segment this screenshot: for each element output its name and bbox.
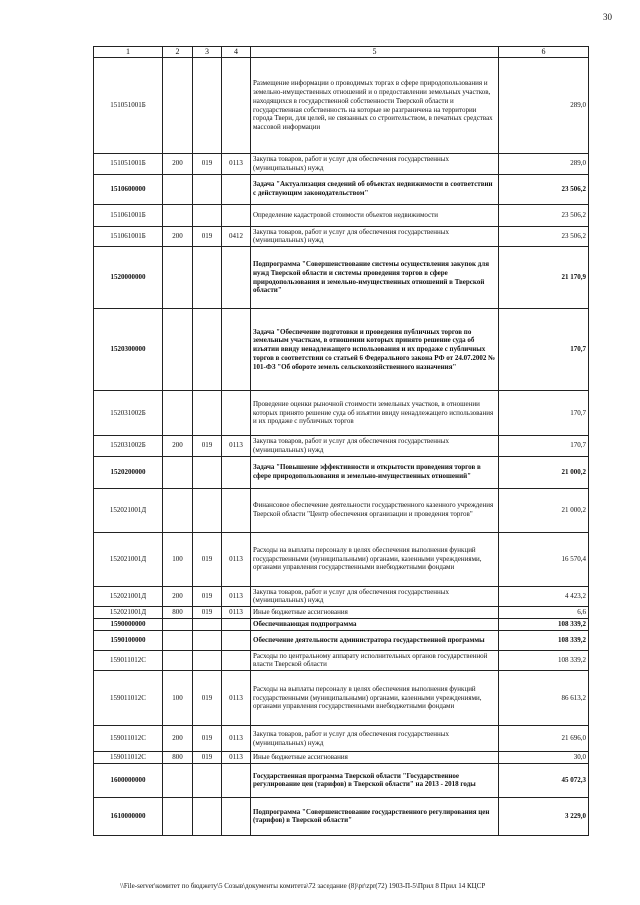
table-row (94, 586, 589, 607)
cell-code: 152021001Д (94, 607, 163, 619)
cell-section (193, 247, 222, 309)
cell-amount: 108 339,2 (499, 630, 589, 650)
table-row (94, 650, 589, 671)
cell-name: Закупка товаров, работ и услуг для обеспечения государственных (муниципальных) нужд (251, 226, 499, 247)
table-row (94, 671, 589, 726)
cell-name: Размещение информации о проводимых торгах в сфере природопользования и земельно-имущественных отношений и о предоставлении земельных участков, находящихся в государственной собственности Тверской области и государственная собственность на которые не разграничена на территории города Твери, для целей, не связанных со строительством, в печатных средствах массовой информации (251, 58, 499, 154)
cell-name: Закупка товаров, работ и услуг для обеспечения государственных (муниципальных) нужд (251, 436, 499, 457)
cell-expense-type: 200 (163, 726, 193, 752)
cell-expense-type (163, 763, 193, 797)
cell-section: 019 (193, 226, 222, 247)
cell-subsection (222, 630, 251, 650)
cell-section: 019 (193, 532, 222, 586)
cell-section (193, 456, 222, 488)
cell-amount: 16 570,4 (499, 532, 589, 586)
cell-amount: 108 339,2 (499, 650, 589, 671)
file-path-footer: \\File-server\комитет по бюджету\5 Созыв\документы комитета\72 заседание (8)\pr\zpr(72) 1903-П-5\Прил 8 Прил 14 КЦСР (120, 882, 486, 890)
cell-code: 1590100000 (94, 630, 163, 650)
cell-name: Задача "Повышение эффективности и открытости проведения торгов в сфере природопользования и земельно-имущественных отношений" (251, 456, 499, 488)
cell-amount: 23 506,2 (499, 226, 589, 247)
table-row (94, 58, 589, 154)
cell-section: 019 (193, 607, 222, 619)
cell-subsection: 0412 (222, 226, 251, 247)
cell-expense-type: 200 (163, 226, 193, 247)
cell-expense-type (163, 174, 193, 204)
cell-expense-type (163, 797, 193, 835)
table-row (94, 204, 589, 226)
cell-code: 151051001Б (94, 154, 163, 175)
cell-code: 159011012С (94, 671, 163, 726)
header-cell: 5 (251, 47, 499, 58)
cell-expense-type: 200 (163, 436, 193, 457)
cell-section (193, 58, 222, 154)
cell-section: 019 (193, 586, 222, 607)
table-row (94, 532, 589, 586)
table-header-row (94, 47, 589, 58)
cell-section (193, 488, 222, 532)
table-row (94, 752, 589, 764)
cell-subsection: 0113 (222, 586, 251, 607)
cell-name: Подпрограмма "Совершенствование государственного регулирования цен (тарифов) в Тверской области" (251, 797, 499, 835)
cell-subsection (222, 797, 251, 835)
cell-name: Иные бюджетные ассигнования (251, 607, 499, 619)
cell-section (193, 309, 222, 391)
cell-expense-type (163, 630, 193, 650)
table-row (94, 488, 589, 532)
cell-subsection (222, 204, 251, 226)
cell-section (193, 618, 222, 630)
cell-section (193, 630, 222, 650)
cell-subsection: 0113 (222, 726, 251, 752)
cell-subsection (222, 58, 251, 154)
table-row (94, 247, 589, 309)
cell-subsection (222, 247, 251, 309)
cell-section: 019 (193, 726, 222, 752)
cell-subsection (222, 309, 251, 391)
cell-subsection (222, 763, 251, 797)
cell-code: 151061001Б (94, 204, 163, 226)
cell-expense-type: 200 (163, 154, 193, 175)
cell-subsection: 0113 (222, 436, 251, 457)
cell-section (193, 763, 222, 797)
table-row (94, 436, 589, 457)
cell-amount: 108 339,2 (499, 618, 589, 630)
table-row (94, 726, 589, 752)
budget-table (93, 46, 589, 836)
cell-name: Расходы на выплаты персоналу в целях обеспечения выполнения функций государственными (муниципальными) органами, казенными учреждениями, органами управления государственными внебюджетными фондами (251, 532, 499, 586)
cell-expense-type (163, 309, 193, 391)
cell-expense-type (163, 650, 193, 671)
cell-expense-type: 800 (163, 607, 193, 619)
cell-amount: 23 506,2 (499, 204, 589, 226)
cell-code: 1520000000 (94, 247, 163, 309)
table-row (94, 607, 589, 619)
cell-code: 151051001Б (94, 58, 163, 154)
cell-section: 019 (193, 436, 222, 457)
table-row (94, 456, 589, 488)
cell-name: Иные бюджетные ассигнования (251, 752, 499, 764)
cell-section (193, 204, 222, 226)
cell-section: 019 (193, 154, 222, 175)
table-row (94, 391, 589, 436)
cell-name: Подпрограмма "Совершенствование системы осуществления закупок для нужд Тверской области и системы проведения торгов в сфере природопользования и земельно-имущественных отношений в Тверской области" (251, 247, 499, 309)
cell-subsection (222, 174, 251, 204)
cell-code: 1520300000 (94, 309, 163, 391)
table-row (94, 309, 589, 391)
cell-subsection: 0113 (222, 154, 251, 175)
cell-expense-type (163, 488, 193, 532)
cell-amount: 289,0 (499, 58, 589, 154)
cell-name: Расходы на выплаты персоналу в целях обеспечения выполнения функций государственными (муниципальными) органами, казенными учреждениями, органами управления государственными внебюджетными фондами (251, 671, 499, 726)
table-row (94, 618, 589, 630)
cell-amount: 45 072,3 (499, 763, 589, 797)
cell-code: 1520200000 (94, 456, 163, 488)
cell-code: 152031002Б (94, 391, 163, 436)
cell-name: Расходы по центральному аппарату исполнительных органов государственной власти Тверской области (251, 650, 499, 671)
header-cell: 1 (94, 47, 163, 58)
cell-subsection: 0113 (222, 532, 251, 586)
cell-code: 1590000000 (94, 618, 163, 630)
table-row (94, 763, 589, 797)
cell-subsection: 0113 (222, 671, 251, 726)
cell-section (193, 650, 222, 671)
cell-subsection: 0113 (222, 752, 251, 764)
cell-code: 1600000000 (94, 763, 163, 797)
cell-subsection (222, 456, 251, 488)
cell-expense-type: 100 (163, 671, 193, 726)
cell-amount: 21 000,2 (499, 488, 589, 532)
cell-name: Обеспечение деятельности администратора государственной программы (251, 630, 499, 650)
cell-name: Определение кадастровой стоимости объектов недвижимости (251, 204, 499, 226)
header-cell: 2 (163, 47, 193, 58)
cell-amount: 3 229,0 (499, 797, 589, 835)
cell-name: Закупка товаров, работ и услуг для обеспечения государственных (муниципальных) нужд (251, 586, 499, 607)
cell-subsection (222, 618, 251, 630)
cell-amount: 289,0 (499, 154, 589, 175)
cell-section (193, 174, 222, 204)
cell-expense-type (163, 58, 193, 154)
cell-code: 1610000000 (94, 797, 163, 835)
page-number: 30 (603, 12, 612, 22)
cell-code: 159011012С (94, 650, 163, 671)
cell-name: Обеспечивающая подпрограмма (251, 618, 499, 630)
cell-subsection (222, 391, 251, 436)
cell-amount: 6,6 (499, 607, 589, 619)
cell-code: 152021001Д (94, 586, 163, 607)
header-cell: 3 (193, 47, 222, 58)
cell-subsection: 0113 (222, 607, 251, 619)
cell-amount: 170,7 (499, 436, 589, 457)
cell-amount: 21 000,2 (499, 456, 589, 488)
cell-section (193, 391, 222, 436)
header-cell: 6 (499, 47, 589, 58)
cell-code: 152021001Д (94, 532, 163, 586)
table-row (94, 226, 589, 247)
cell-code: 152031002Б (94, 436, 163, 457)
cell-amount: 4 423,2 (499, 586, 589, 607)
cell-name: Задача "Актуализация сведений об объектах недвижимости в соответствии с действующим законодательством" (251, 174, 499, 204)
cell-amount: 21 696,0 (499, 726, 589, 752)
table-row (94, 174, 589, 204)
cell-expense-type: 800 (163, 752, 193, 764)
cell-code: 151061001Б (94, 226, 163, 247)
cell-amount: 23 506,2 (499, 174, 589, 204)
cell-name: Закупка товаров, работ и услуг для обеспечения государственных (муниципальных) нужд (251, 154, 499, 175)
table-row (94, 630, 589, 650)
cell-expense-type (163, 391, 193, 436)
cell-expense-type (163, 456, 193, 488)
cell-name: Закупка товаров, работ и услуг для обеспечения государственных (муниципальных) нужд (251, 726, 499, 752)
cell-name: Государственная программа Тверской области "Государственное регулирование цен (тарифов) в Тверской области" на 2013 - 2018 годы (251, 763, 499, 797)
cell-expense-type: 200 (163, 586, 193, 607)
cell-expense-type (163, 247, 193, 309)
cell-section: 019 (193, 671, 222, 726)
cell-name: Проведение оценки рыночной стоимости земельных участков, в отношении которых принято решение суда об изъятии ввиду ненадлежащего использования и их продаже с публичных торгов (251, 391, 499, 436)
cell-amount: 170,7 (499, 391, 589, 436)
cell-expense-type: 100 (163, 532, 193, 586)
cell-section: 019 (193, 752, 222, 764)
cell-section (193, 797, 222, 835)
cell-amount: 21 170,9 (499, 247, 589, 309)
cell-name: Финансовое обеспечение деятельности государственного казенного учреждения Тверской области "Центр обеспечения организации и проведения торгов" (251, 488, 499, 532)
cell-amount: 30,0 (499, 752, 589, 764)
cell-code: 159011012С (94, 726, 163, 752)
cell-name: Задача "Обеспечение подготовки и проведения публичных торгов по земельным участкам, в отношении которых принято решение суда об изъятии ввиду ненадлежащего использования и их продаже с публичных торгов в соответствии со статьей 6 Федерального закона РФ от 24.07.2002 № 101-ФЗ "Об обороте земель сельскохозяйственного назначения" (251, 309, 499, 391)
table-row (94, 797, 589, 835)
cell-code: 152021001Д (94, 488, 163, 532)
cell-subsection (222, 488, 251, 532)
cell-code: 1510600000 (94, 174, 163, 204)
cell-expense-type (163, 204, 193, 226)
cell-amount: 170,7 (499, 309, 589, 391)
table-row (94, 154, 589, 175)
cell-expense-type (163, 618, 193, 630)
cell-subsection (222, 650, 251, 671)
table-body (94, 58, 589, 836)
cell-code: 159011012С (94, 752, 163, 764)
header-cell: 4 (222, 47, 251, 58)
cell-amount: 86 613,2 (499, 671, 589, 726)
